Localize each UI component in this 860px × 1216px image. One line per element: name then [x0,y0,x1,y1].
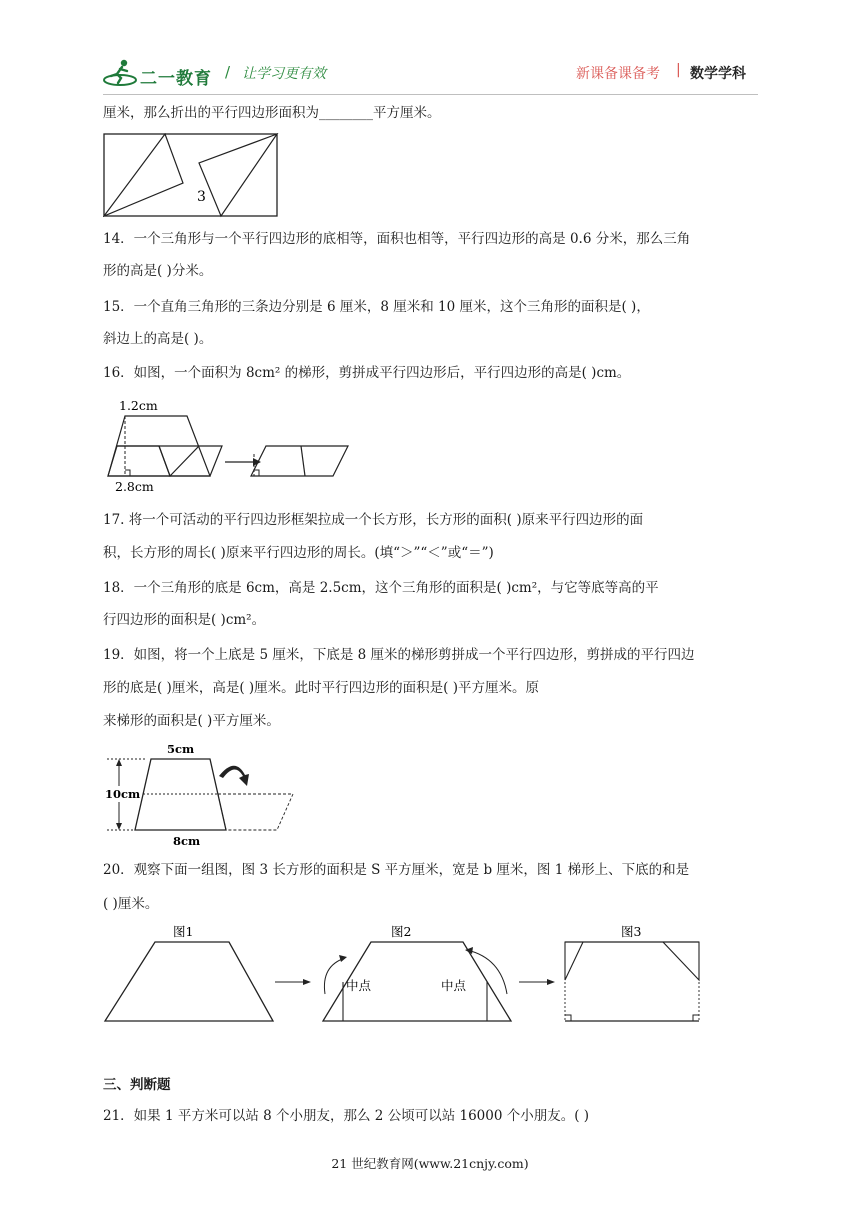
fig20-midpoint-right: 中点 [441,978,467,993]
q17-line1: 17. 将一个可活动的平行四边形框架拉成一个长方形，长方形的面积( )原来平行四边形的面 [103,512,644,528]
logo-text: 二一教育 [140,69,212,89]
fig20-title-2: 图2 [391,924,412,939]
fig13-label-3: 3 [197,189,206,205]
fig19-trapezoid-cut [103,742,298,848]
q19-line1: 19．如图，将一个上底是 5 厘米，下底是 8 厘米的梯形剪拼成一个平行四边形，剪拼成的平行四边 [103,647,695,663]
fig16-top-label: 1.2cm [119,398,158,413]
fig20-midpoint-left: 中点 [346,978,372,993]
fig16-bottom-label: 2.8cm [115,479,154,494]
q15-line2: 斜边上的高是( )。 [103,331,213,347]
q21-line: 21．如果 1 平方米可以站 8 个小朋友，那么 2 公顷可以站 16000 个小朋友。( ) [103,1108,590,1124]
q16-line: 16．如图，一个面积为 8cm² 的梯形，剪拼成平行四边形后，平行四边形的高是( )cm。 [103,365,631,381]
q20-line2: ( )厘米。 [103,896,159,912]
runner-logo-icon [103,58,137,88]
q15-line1: 15．一个直角三角形的三条边分别是 6 厘米，8 厘米和 10 厘米，这个三角形的面积是( )， [103,299,650,315]
q14-line1: 14．一个三角形与一个平行四边形的底相等，面积也相等，平行四边形的高是 0.6 分米，那么三角 [103,231,691,247]
fig20-trapezoid-sequence [103,922,713,1028]
header-slash: / [225,63,231,81]
page-footer: 21 世纪教育网(www.21cnjy.com) [331,1156,529,1171]
q19-line3: 来梯形的面积是( )平方厘米。 [103,713,280,729]
q18-line2: 行四边形的面积是( )cm²。 [103,612,266,628]
section-3-heading: 三、判断题 [103,1077,171,1093]
header-divider [103,94,758,95]
q20-line1: 20．观察下面一组图，图 3 长方形的面积是 S 平方厘米，宽是 b 厘米，图 1 梯形上、下底的和是 [103,862,690,878]
header-slogan: 让学习更有效 [242,66,326,82]
fig19-top-label: 5cm [167,742,195,756]
q13-tail: 厘米，那么折出的平行四边形面积为________平方厘米。 [103,105,441,121]
fig19-height-label: 10cm [105,787,141,801]
q19-line2: 形的底是( )厘米，高是( )厘米。此时平行四边形的面积是( )平方厘米。原 [103,680,539,696]
header-subject-label: 数学学科 [690,66,746,82]
fig19-bottom-label: 8cm [173,834,201,848]
q18-line1: 18．一个三角形的底是 6cm，高是 2.5cm，这个三角形的面积是( )cm²，与它等底等高的平 [103,580,659,596]
q14-line2: 形的高是( )分米。 [103,263,213,279]
fig16-trapezoid-to-parallelogram [103,396,358,494]
header-course-label: 新课备课备考 [576,66,660,82]
fig13-rectangle-fold [103,133,279,219]
header-separator: | [676,62,681,78]
fig20-title-1: 图1 [173,924,194,939]
fig20-title-3: 图3 [621,924,642,939]
q17-line2: 积，长方形的周长( )原来平行四边形的周长。(填“＞”“＜”或“＝”) [103,545,494,561]
